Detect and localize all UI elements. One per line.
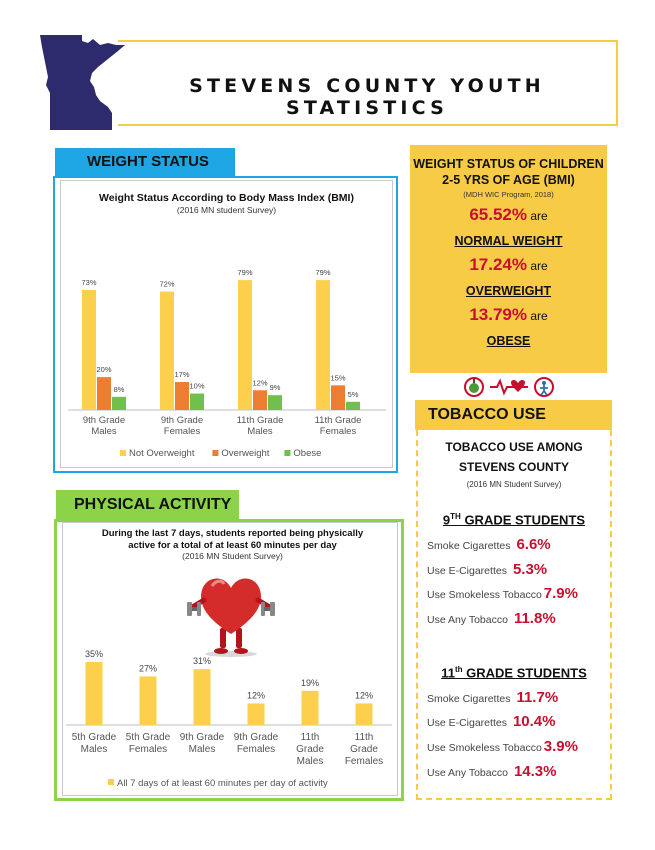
grade9-ecig-value: 5.3% (512, 561, 548, 578)
child-weight-source: (MDH WIC Program, 2018) (463, 190, 554, 199)
activity-subtitle: (2016 MN Student Survey) (182, 551, 283, 561)
obese-pct: 13.79% (469, 305, 527, 324)
activity-category-label: Grade (296, 744, 324, 755)
bmi-category-label: 11th Grade (236, 415, 284, 426)
activity-bar (194, 669, 211, 725)
activity-category-label: 5th Grade (125, 732, 171, 743)
obese-are: are (530, 309, 548, 323)
obese-stat (410, 305, 607, 325)
bmi-category-label: Males (91, 426, 117, 437)
bmi-category-label: 9th Grade (160, 415, 204, 426)
bmi-data-label: 9% (269, 383, 281, 393)
bmi-bar (268, 395, 282, 410)
activity-data-label: 31% (192, 656, 212, 667)
grade11-smokeless-value: 3.9% (543, 738, 578, 755)
activity-data-label: 19% (300, 677, 320, 688)
grade9-smoke-label: Smoke Cigarettes (427, 540, 511, 552)
grade9-smokeless-label: Use Smokeless Tobacco (427, 589, 542, 601)
bmi-data-label: 15% (330, 373, 346, 383)
bmi-bar (346, 402, 360, 410)
grade9-any-value: 11.8% (513, 610, 556, 627)
activity-category-label: Grade (350, 744, 378, 755)
bmi-legend-label: Overweight (221, 448, 270, 459)
grade11-row-smokeless (427, 738, 607, 758)
bmi-data-label: 5% (347, 389, 359, 399)
activity-category-label: Males (80, 744, 108, 755)
bmi-category-label: 9th Grade (82, 415, 126, 426)
grade9-row-smokeless (427, 585, 607, 605)
grade11-num: 11 (441, 665, 455, 681)
bmi-category-label: 11th Grade (314, 415, 362, 426)
child-weight-box (410, 145, 607, 373)
activity-category-label: 9th Grade (179, 732, 225, 743)
bmi-bar (238, 280, 252, 410)
bmi-data-label: 12% (252, 378, 268, 388)
bmi-bar (112, 397, 126, 410)
bmi-bar-chart (60, 215, 393, 468)
child-weight-title-line1: WEIGHT STATUS OF CHILDREN (413, 157, 604, 171)
tobacco-title-line2: STEVENS COUNTY (458, 460, 569, 474)
grade9-any-label: Use Any Tobacco (427, 614, 508, 626)
activity-category-label: Males (188, 744, 216, 755)
normal-weight-are: are (530, 209, 548, 223)
activity-bar (356, 703, 373, 725)
grade9-rest: GRADE STUDENTS (460, 512, 586, 528)
bmi-category-label: Females (163, 426, 201, 437)
activity-bar (248, 703, 265, 725)
grade9-heading (416, 512, 612, 527)
bmi-bar (160, 292, 174, 410)
grade9-row-any (427, 610, 607, 630)
grade11-smoke-value: 11.7% (516, 689, 559, 706)
bmi-legend-label: Not Overweight (129, 448, 195, 459)
overweight-pct: 17.24% (469, 255, 527, 274)
tobacco-title-line1: TOBACCO USE AMONG (445, 440, 583, 454)
grade9-row-ecig (427, 561, 607, 581)
tobacco-subtitle: (2016 MN Student Survey) (466, 480, 562, 489)
activity-bar (140, 676, 157, 725)
bmi-bar (175, 382, 189, 410)
activity-bar-chart (62, 650, 398, 796)
activity-legend-label: All 7 days of at least 60 minutes per day of activity (117, 778, 328, 789)
normal-weight-label: NORMAL WEIGHT (454, 234, 563, 248)
overweight-are: are (530, 259, 548, 273)
obese-label: OBESE (486, 334, 531, 348)
bmi-data-label: 79% (237, 268, 253, 278)
grade11-smoke-label: Smoke Cigarettes (427, 693, 511, 705)
activity-data-label: 27% (138, 663, 158, 674)
page-title: STEVENS COUNTY YOUTH STATISTICS (189, 75, 545, 119)
bmi-legend-swatch (120, 450, 126, 456)
health-icons (462, 376, 557, 398)
title-box (118, 40, 618, 126)
activity-category-label: 5th Grade (71, 732, 117, 743)
bmi-bar (82, 290, 96, 410)
activity-category-label: Females (236, 744, 276, 755)
child-weight-title-line2: 2-5 YRS OF AGE (BMI) (442, 173, 575, 187)
bmi-data-label: 72% (159, 279, 175, 289)
activity-legend-swatch (108, 779, 114, 785)
bmi-bar (190, 394, 204, 410)
activity-category-label: Females (128, 744, 168, 755)
bmi-data-label: 10% (189, 381, 205, 391)
grade9-sup: TH (450, 512, 461, 521)
bmi-chart-title: Weight Status According to Body Mass Index (BMI) (99, 192, 354, 204)
activity-description-line1: During the last 7 days, students reported being physically (101, 528, 364, 539)
physical-activity-tab: PHYSICAL ACTIVITY (56, 490, 239, 520)
grade11-sup: th (454, 665, 463, 674)
bmi-bar (331, 385, 345, 410)
activity-category-label: Males (296, 756, 324, 767)
bmi-data-label: 79% (315, 268, 331, 278)
bmi-data-label: 8% (113, 384, 125, 394)
bmi-bar (97, 377, 111, 410)
grade9-ecig-label: Use E-Cigarettes (427, 565, 507, 577)
bmi-chart-subtitle: (2016 MN student Survey) (176, 205, 277, 215)
bmi-legend-swatch (212, 450, 218, 456)
activity-bar (86, 662, 103, 725)
bmi-legend-swatch (284, 450, 290, 456)
tobacco-use-tab: TOBACCO USE (415, 400, 612, 430)
overweight-label: OVERWEIGHT (465, 284, 552, 298)
weight-status-tab: WEIGHT STATUS (55, 148, 235, 176)
activity-category-label: Females (344, 756, 384, 767)
activity-category-label: 11th (300, 732, 320, 743)
normal-weight-pct: 65.52% (469, 205, 527, 224)
grade11-any-label: Use Any Tobacco (427, 767, 508, 779)
overweight-stat (410, 255, 607, 275)
bmi-data-label: 73% (81, 277, 97, 287)
activity-description-line2: active for a total of at least 60 minutes per day (128, 540, 337, 551)
bmi-data-label: 17% (174, 370, 190, 380)
activity-category-label: 11th (354, 732, 374, 743)
activity-bar (302, 691, 319, 725)
grade11-row-smoke (427, 689, 607, 709)
grade11-rest: GRADE STUDENTS (462, 665, 587, 681)
bmi-legend-label: Obese (293, 448, 322, 459)
heart-dumbbell-icon (186, 566, 276, 658)
grade11-row-ecig (427, 713, 607, 733)
grade9-smokeless-value: 7.9% (543, 585, 578, 602)
bmi-category-label: Females (319, 426, 357, 437)
bmi-bar (316, 280, 330, 410)
activity-data-label: 12% (246, 690, 266, 701)
grade11-smokeless-label: Use Smokeless Tobacco (427, 742, 542, 754)
grade9-smoke-value: 6.6% (516, 536, 551, 553)
bmi-data-label: 20% (96, 365, 112, 375)
grade11-row-any (427, 763, 607, 783)
bmi-category-label: Males (247, 426, 273, 437)
activity-data-label: 12% (354, 690, 374, 701)
minnesota-map-icon (38, 33, 126, 131)
grade11-heading (416, 665, 612, 680)
bmi-bar (253, 390, 267, 410)
grade11-any-value: 14.3% (513, 763, 557, 780)
grade11-ecig-value: 10.4% (512, 713, 556, 730)
activity-category-label: 9th Grade (233, 732, 279, 743)
grade11-ecig-label: Use E-Cigarettes (427, 717, 507, 729)
grade9-row-smoke (427, 536, 607, 556)
activity-data-label: 35% (84, 650, 104, 659)
grade9-num: 9 (442, 512, 451, 528)
normal-weight-stat (410, 205, 607, 225)
